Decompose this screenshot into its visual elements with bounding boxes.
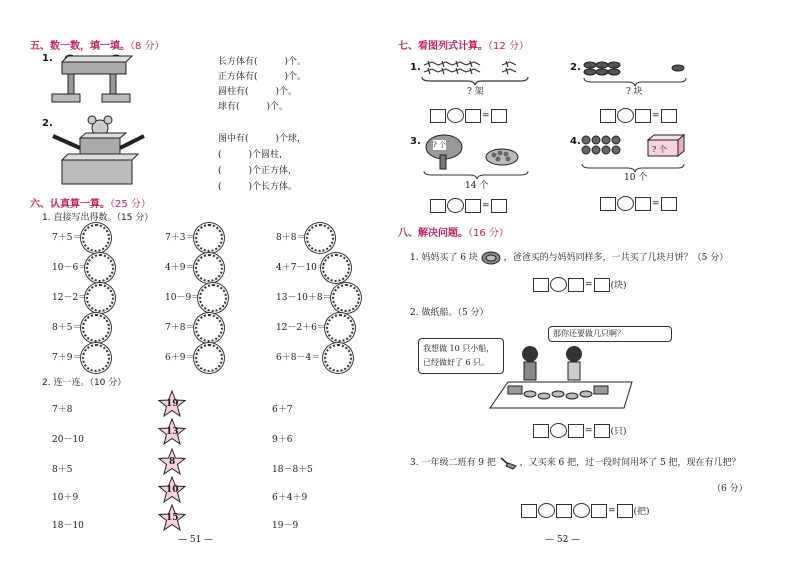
equals-sign: = [585, 279, 593, 290]
section-6-heading: 六、认真算一算。（25 分） [30, 199, 151, 210]
answer-box[interactable] [568, 278, 584, 292]
blank-cuboid-count: 长方体有( )个。 [218, 57, 307, 67]
blank-cube-count-2: ( )个正方体， [218, 166, 298, 176]
tree-label: ? 个 [433, 141, 446, 149]
q5-1-blanks [218, 55, 306, 115]
blank-ball-count: 图中有( )个球， [218, 134, 307, 144]
calc-expr: 7＋5＝ [52, 233, 82, 243]
match-right-item[interactable]: 6＋4＋9 [272, 493, 308, 503]
blank-cylinder-count: 圆柱有( )个。 [218, 87, 298, 97]
calc-expr: 7＋9＝ [52, 353, 82, 363]
section-7-heading: 七、看图列式计算。（12 分） [398, 41, 529, 52]
answer-circle[interactable] [82, 224, 110, 252]
kids-table-scene [484, 340, 634, 410]
answer-circle[interactable] [195, 344, 223, 372]
match-right-item[interactable]: 9＋6 [272, 435, 293, 445]
q7-3-equation [430, 198, 507, 213]
box-label: ? 个 [652, 145, 667, 154]
equals-sign: = [652, 110, 660, 121]
answer-circle[interactable] [82, 344, 110, 372]
unit-label: (只) [610, 427, 627, 437]
answer-circle[interactable] [195, 254, 223, 282]
calc-expr: 4＋7－10＝ [276, 263, 326, 273]
page-number-right: — 52 — [545, 535, 581, 545]
q7-2-equation [600, 108, 677, 123]
answer-circle[interactable] [195, 224, 223, 252]
section-8-heading: 八、解决问题。（16 分） [398, 228, 509, 239]
answer-box[interactable] [661, 197, 677, 211]
answer-circle[interactable] [326, 314, 354, 342]
answer-box[interactable] [600, 109, 616, 123]
broom-icon [499, 456, 517, 470]
answer-circle[interactable] [322, 254, 350, 282]
answer-box[interactable] [591, 504, 607, 518]
unit-label: (把) [633, 507, 650, 517]
calc-expr: 7＋8＝ [165, 323, 195, 333]
answer-circle[interactable] [306, 224, 334, 252]
star-column [158, 390, 188, 540]
calc-expr: 10－6＝ [52, 263, 88, 273]
answer-box[interactable] [600, 197, 616, 211]
robot-solids-figure [48, 50, 138, 106]
answer-box[interactable] [465, 109, 481, 123]
speech-bubble-boy: 我想做 10 只小船， 已经做好了 6 只。 [418, 338, 504, 374]
star-value[interactable]: 15 [166, 513, 179, 523]
calc-expr: 10－9＝ [165, 293, 201, 303]
answer-circle[interactable] [86, 284, 114, 312]
q5-1-number: 1. [42, 53, 53, 64]
equals-sign: = [608, 505, 616, 516]
match-right-item[interactable]: 19－9 [272, 521, 299, 531]
calc-expr: 8＋8＝ [276, 233, 306, 243]
q7-4-equation [600, 196, 677, 211]
match-left-item[interactable]: 10＋9 [52, 493, 79, 503]
part-2-title: 2. 连一连。（10 分） [42, 378, 127, 388]
calc-expr: 12－2＋6＝ [276, 323, 326, 333]
q8-2-equation [533, 423, 627, 438]
mooncake-icon [481, 251, 501, 265]
calc-expr: 7＋3＝ [165, 233, 195, 243]
answer-circle[interactable] [199, 284, 227, 312]
match-right-item[interactable]: 6＋7 [272, 405, 293, 415]
blank-cylinder-count-2: ( )个圆柱， [218, 150, 289, 160]
equals-sign: = [585, 425, 593, 436]
q5-2-blanks [218, 131, 306, 195]
answer-box[interactable] [635, 197, 651, 211]
operator-circle[interactable] [447, 198, 464, 213]
answer-box[interactable] [594, 278, 610, 292]
equals-sign: = [482, 110, 490, 121]
section-5-heading: 五、数一数，填一填。（8 分） [30, 41, 165, 52]
answer-box[interactable] [465, 199, 481, 213]
q7-4-caption: 10 个 [624, 173, 648, 183]
match-left-item[interactable]: 7＋8 [52, 405, 73, 415]
operator-circle[interactable] [538, 503, 555, 518]
equals-sign: = [652, 198, 660, 209]
q5-2-number: 2. [42, 118, 53, 129]
q7-2-number: 2. [570, 62, 581, 73]
q8-1-equation [533, 277, 627, 292]
answer-box[interactable] [430, 199, 446, 213]
q7-2-caption: ? 块 [626, 87, 643, 97]
calc-expr: 12－2＝ [52, 293, 88, 303]
star-value[interactable]: 8 [169, 457, 176, 467]
operator-circle[interactable] [573, 503, 590, 518]
answer-box[interactable] [491, 199, 507, 213]
q8-3-text: 3. 一年级二班有 9 把 ，又买来 6 把，过一段时间用坏了 5 把，现在有几把？ [410, 455, 741, 470]
answer-box[interactable] [430, 109, 446, 123]
operator-circle[interactable] [550, 277, 567, 292]
q8-1-text: 1. 妈妈买了 6 块 ，爸爸买的与妈妈同样多，一共买了几块月饼？（5 分） [410, 250, 728, 265]
answer-box[interactable] [533, 278, 549, 292]
q8-3-equation [521, 503, 650, 518]
operator-circle[interactable] [617, 196, 634, 211]
blank-sphere-count: 球有( )个。 [218, 102, 289, 112]
page-number-left: — 51 — [178, 535, 214, 545]
q7-4-number: 4. [570, 136, 581, 147]
answer-box[interactable] [533, 424, 549, 438]
q7-1-caption: ? 架 [467, 87, 484, 97]
q7-1-number: 1. [410, 62, 421, 73]
q8-3-score: （6 分） [712, 484, 748, 494]
chocolate-bars-group [582, 58, 692, 86]
answer-box[interactable] [556, 504, 572, 518]
calc-col-2 [165, 222, 245, 372]
airplanes-group [420, 57, 530, 87]
match-left-item[interactable]: 20－10 [52, 435, 84, 445]
star-value[interactable]: 19 [166, 399, 179, 409]
operator-circle[interactable] [617, 108, 634, 123]
answer-box[interactable] [521, 504, 537, 518]
calc-expr: 8＋5＝ [52, 323, 82, 333]
calc-expr: 13－10＋8＝ [276, 293, 332, 303]
answer-box[interactable] [617, 504, 633, 518]
operator-circle[interactable] [550, 423, 567, 438]
calc-col-3 [276, 222, 386, 372]
answer-box[interactable] [568, 424, 584, 438]
answer-circle[interactable] [195, 314, 223, 342]
calc-expr: 6＋8－4＝ [276, 353, 321, 363]
answer-box[interactable] [491, 109, 507, 123]
part-1-title: 1. 直接写出得数。（15 分） [42, 213, 154, 223]
answer-circle[interactable] [324, 344, 352, 372]
star-value[interactable]: 10 [166, 485, 179, 495]
blank-cuboid-count-2: ( )个长方体。 [218, 182, 298, 192]
speech-bubble-girl: 那你还要做几只啊？ [548, 326, 672, 342]
answer-box[interactable] [635, 109, 651, 123]
equals-sign: = [482, 200, 490, 211]
blank-cube-count: 正方体有( )个。 [218, 72, 307, 82]
answer-circle[interactable] [86, 254, 114, 282]
operator-circle[interactable] [447, 108, 464, 123]
q7-1-equation [430, 108, 507, 123]
q7-3-caption: 14 个 [465, 181, 489, 191]
q7-3-number: 3. [410, 136, 421, 147]
calc-col-1 [52, 222, 132, 372]
bear-solids-figure [48, 114, 148, 190]
match-left-item[interactable]: 8＋5 [52, 465, 73, 475]
unit-label: (块) [610, 281, 627, 291]
answer-circle[interactable] [82, 314, 110, 342]
answer-box[interactable] [594, 424, 610, 438]
answer-box[interactable] [661, 109, 677, 123]
star-value[interactable]: 13 [166, 427, 179, 437]
calc-expr: 4＋9＝ [165, 263, 195, 273]
answer-circle[interactable] [332, 284, 360, 312]
q8-2-text: 2. 做纸船。（5 分） [410, 308, 489, 318]
match-left-item[interactable]: 18－10 [52, 521, 84, 531]
match-right-item[interactable]: 18－8＋5 [272, 465, 313, 475]
calc-expr: 6＋9＝ [165, 353, 195, 363]
